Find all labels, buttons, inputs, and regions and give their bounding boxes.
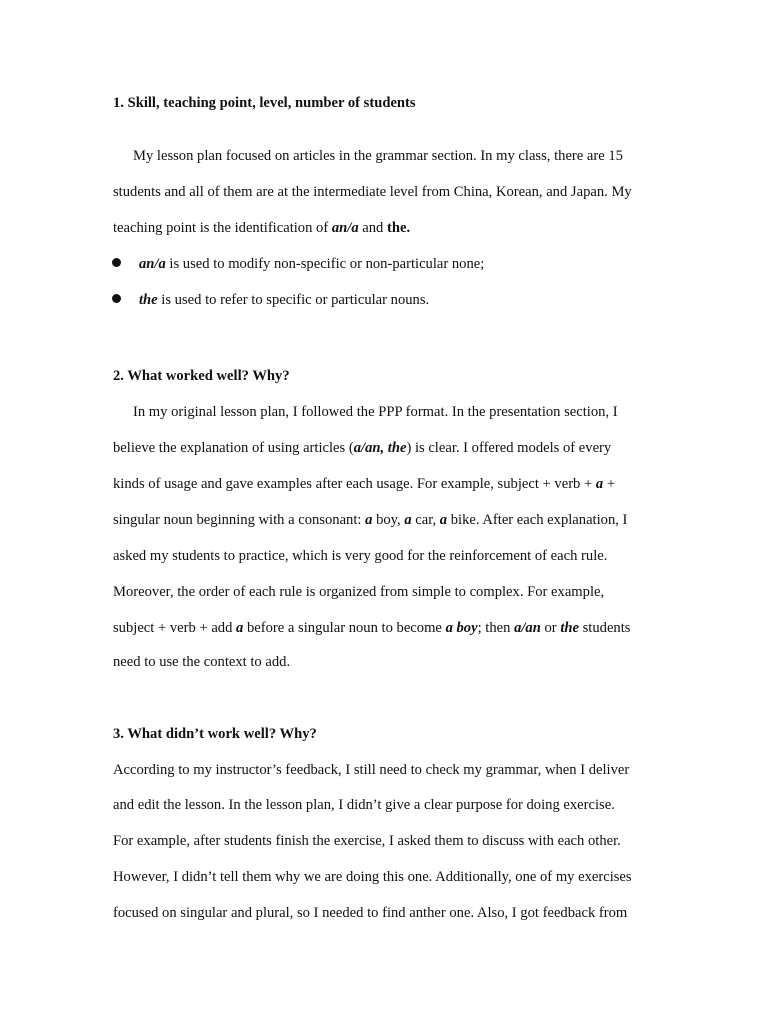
text-run: teaching point is the identification of — [113, 220, 332, 236]
term-a: a — [236, 620, 244, 636]
bullet-item-1 — [139, 255, 484, 273]
section-2-line-5: asked my students to practice, which is very good for the reinforcement of each rule. — [113, 548, 608, 564]
text-run: is used to refer to specific or particular nouns. — [157, 292, 430, 308]
term-an-a: an/a — [331, 220, 359, 236]
text-run: singular noun beginning with a consonant: — [113, 512, 366, 528]
text-run: or — [540, 620, 561, 636]
section-2-line-7 — [113, 619, 630, 637]
section-1-heading: 1. Skill, teaching point, level, number of students — [113, 95, 416, 111]
section-3-line-4: However, I didn’t tell them why we are doing this one. Additionally, one of my exercises — [113, 869, 632, 885]
term-the: the. — [387, 220, 411, 236]
text-run: ; then — [477, 620, 515, 636]
term-a-boy: a boy — [445, 620, 478, 636]
section-1-line-1: My lesson plan focused on articles in the grammar section. In my class, there are 15 — [133, 148, 623, 164]
term-a: a — [365, 512, 373, 528]
section-3-line-2: and edit the lesson. In the lesson plan, I didn’t give a clear purpose for doing exercise. — [113, 797, 615, 813]
section-1-line-3 — [113, 219, 410, 237]
term-a: a — [404, 512, 412, 528]
section-3-heading: 3. What didn’t work well? Why? — [113, 726, 317, 742]
section-2-line-6: Moreover, the order of each rule is organized from simple to complex. For example, — [113, 584, 605, 600]
section-3-line-5: focused on singular and plural, so I needed to find anther one. Also, I got feedback from — [113, 905, 628, 921]
bullet-dot-icon — [112, 258, 121, 267]
term-a-an-the: a/an, the — [353, 440, 407, 456]
section-3-line-3: For example, after students finish the exercise, I asked them to discuss with each other. — [113, 833, 621, 849]
text-run: is used to modify non-specific or non-particular none; — [165, 256, 485, 272]
term-an-a: an/a — [139, 256, 166, 272]
section-2-line-4 — [113, 511, 627, 529]
section-2-line-3 — [113, 475, 615, 493]
text-run: kinds of usage and gave examples after each usage. For example, subject + verb + — [113, 476, 596, 492]
text-run: ) is clear. I offered models of every — [406, 440, 612, 456]
term-the: the — [139, 292, 158, 308]
section-2-line-8: need to use the context to add. — [113, 654, 291, 670]
section-2-heading: 2. What worked well? Why? — [113, 368, 290, 384]
text-run: + — [603, 476, 616, 492]
section-3-line-1: According to my instructor’s feedback, I still need to check my grammar, when I deliver — [113, 762, 630, 778]
text-run: bike. After each explanation, I — [447, 512, 628, 528]
text-run: before a singular noun to become — [243, 620, 446, 636]
term-a: a — [439, 512, 448, 528]
section-2-line-2 — [113, 439, 611, 457]
term-a: a — [595, 476, 604, 492]
section-2-line-1: In my original lesson plan, I followed the PPP format. In the presentation section, I — [133, 404, 618, 420]
text-run: students — [578, 620, 631, 636]
bullet-dot-icon — [112, 294, 121, 303]
term-a-an: a/an — [514, 620, 541, 636]
section-1-line-2: students and all of them are at the intermediate level from China, Korean, and Japan. My — [113, 184, 632, 200]
term-the: the — [560, 620, 579, 636]
text-run: subject + verb + add — [113, 620, 237, 636]
text-run: and — [358, 220, 387, 236]
bullet-item-2 — [139, 291, 429, 309]
text-run: believe the explanation of using articles ( — [113, 440, 354, 456]
text-run: car, — [411, 512, 440, 528]
text-run: boy, — [372, 512, 405, 528]
